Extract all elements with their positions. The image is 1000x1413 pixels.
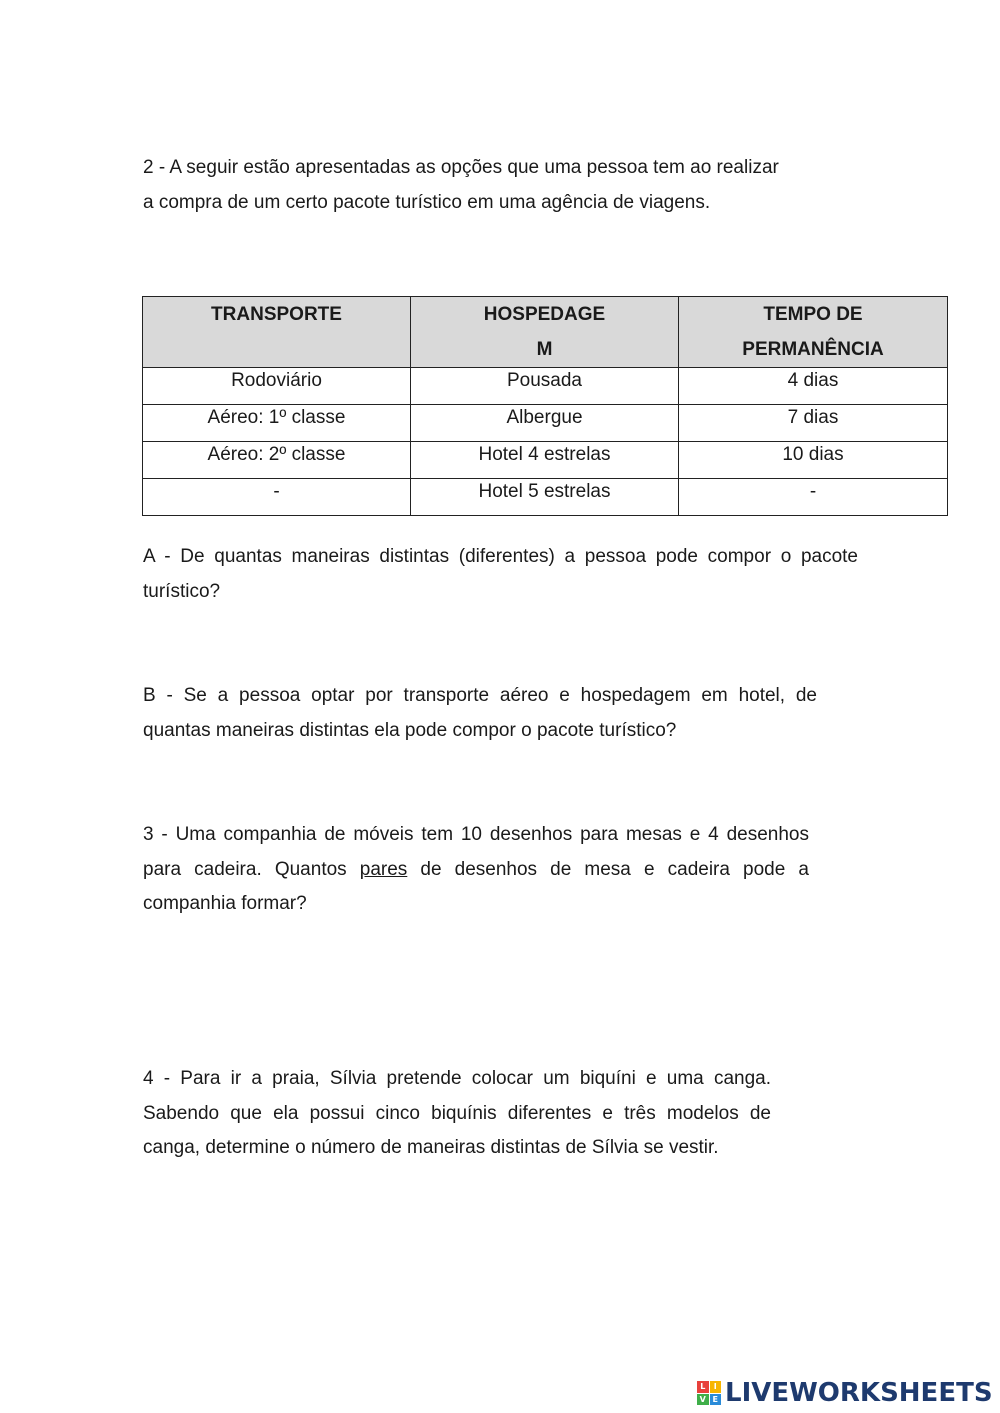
question-4-text bbox=[143, 1062, 771, 1166]
question-3-text bbox=[143, 818, 809, 922]
question-a-line-1: A - De quantas maneiras distintas (diferentes) a pessoa pode compor o pacote bbox=[143, 546, 858, 567]
table-cell: 10 dias bbox=[679, 442, 948, 479]
question-b-text bbox=[143, 679, 817, 748]
table-cell: Aéreo: 2º classe bbox=[143, 442, 411, 479]
logo-mark-tile: E bbox=[710, 1394, 722, 1406]
question-4-line-3: canga, determine o número de maneiras distintas de Sílvia se vestir. bbox=[143, 1137, 719, 1158]
liveworksheets-logo-icon bbox=[697, 1381, 721, 1405]
header-hospedagem: HOSPEDAGE M bbox=[411, 297, 679, 368]
table-cell: 4 dias bbox=[679, 368, 948, 405]
liveworksheets-logo-text: LIVEWORKSHEETS bbox=[725, 1378, 993, 1408]
table-cell: Aéreo: 1º classe bbox=[143, 405, 411, 442]
table-row bbox=[143, 442, 948, 479]
question-3-line-3: companhia formar? bbox=[143, 893, 307, 914]
question-a-text bbox=[143, 540, 858, 609]
question-2-line-1: 2 - A seguir estão apresentadas as opções que uma pessoa tem ao realizar bbox=[143, 157, 779, 178]
question-b-line-2: quantas maneiras distintas ela pode compor o pacote turístico? bbox=[143, 719, 677, 741]
table-cell: Rodoviário bbox=[143, 368, 411, 405]
question-4-line-1: 4 - Para ir a praia, Sílvia pretende colocar um biquíni e uma canga. bbox=[143, 1068, 771, 1089]
table-cell: Hotel 5 estrelas bbox=[411, 479, 679, 516]
table-cell: Hotel 4 estrelas bbox=[411, 442, 679, 479]
table-cell: 7 dias bbox=[679, 405, 948, 442]
table-row bbox=[143, 368, 948, 405]
table-cell: Pousada bbox=[411, 368, 679, 405]
package-options-table bbox=[142, 296, 948, 516]
logo-mark-tile: V bbox=[697, 1394, 709, 1406]
header-transporte: TRANSPORTE bbox=[143, 297, 411, 368]
table-cell: - bbox=[143, 479, 411, 516]
table-header-row bbox=[143, 297, 948, 368]
table-row bbox=[143, 479, 948, 516]
underlined-pares: pares bbox=[359, 858, 408, 880]
question-a-line-2: turístico? bbox=[143, 580, 221, 602]
header-tempo-de-permanencia: TEMPO DE PERMANÊNCIA bbox=[679, 297, 948, 368]
question-b-line-1: B - Se a pessoa optar por transporte aéreo e hospedagem em hotel, de bbox=[143, 685, 817, 706]
question-2-line-2: a compra de um certo pacote turístico em uma agência de viagens. bbox=[143, 191, 711, 213]
question-3-line-1: 3 - Uma companhia de móveis tem 10 desenhos para mesas e 4 desenhos bbox=[143, 824, 809, 845]
question-4-line-2: Sabendo que ela possui cinco biquínis diferentes e três modelos de bbox=[143, 1102, 771, 1124]
question-3-line-2: para cadeira. Quantos pares de desenhos de mesa e cadeira pode a bbox=[143, 858, 809, 880]
table-cell: Albergue bbox=[411, 405, 679, 442]
question-2-text bbox=[143, 151, 823, 220]
logo-mark-tile: L bbox=[697, 1381, 709, 1393]
table-cell: - bbox=[679, 479, 948, 516]
liveworksheets-logo bbox=[697, 1376, 993, 1410]
logo-mark-tile: I bbox=[710, 1381, 722, 1393]
table-row bbox=[143, 405, 948, 442]
